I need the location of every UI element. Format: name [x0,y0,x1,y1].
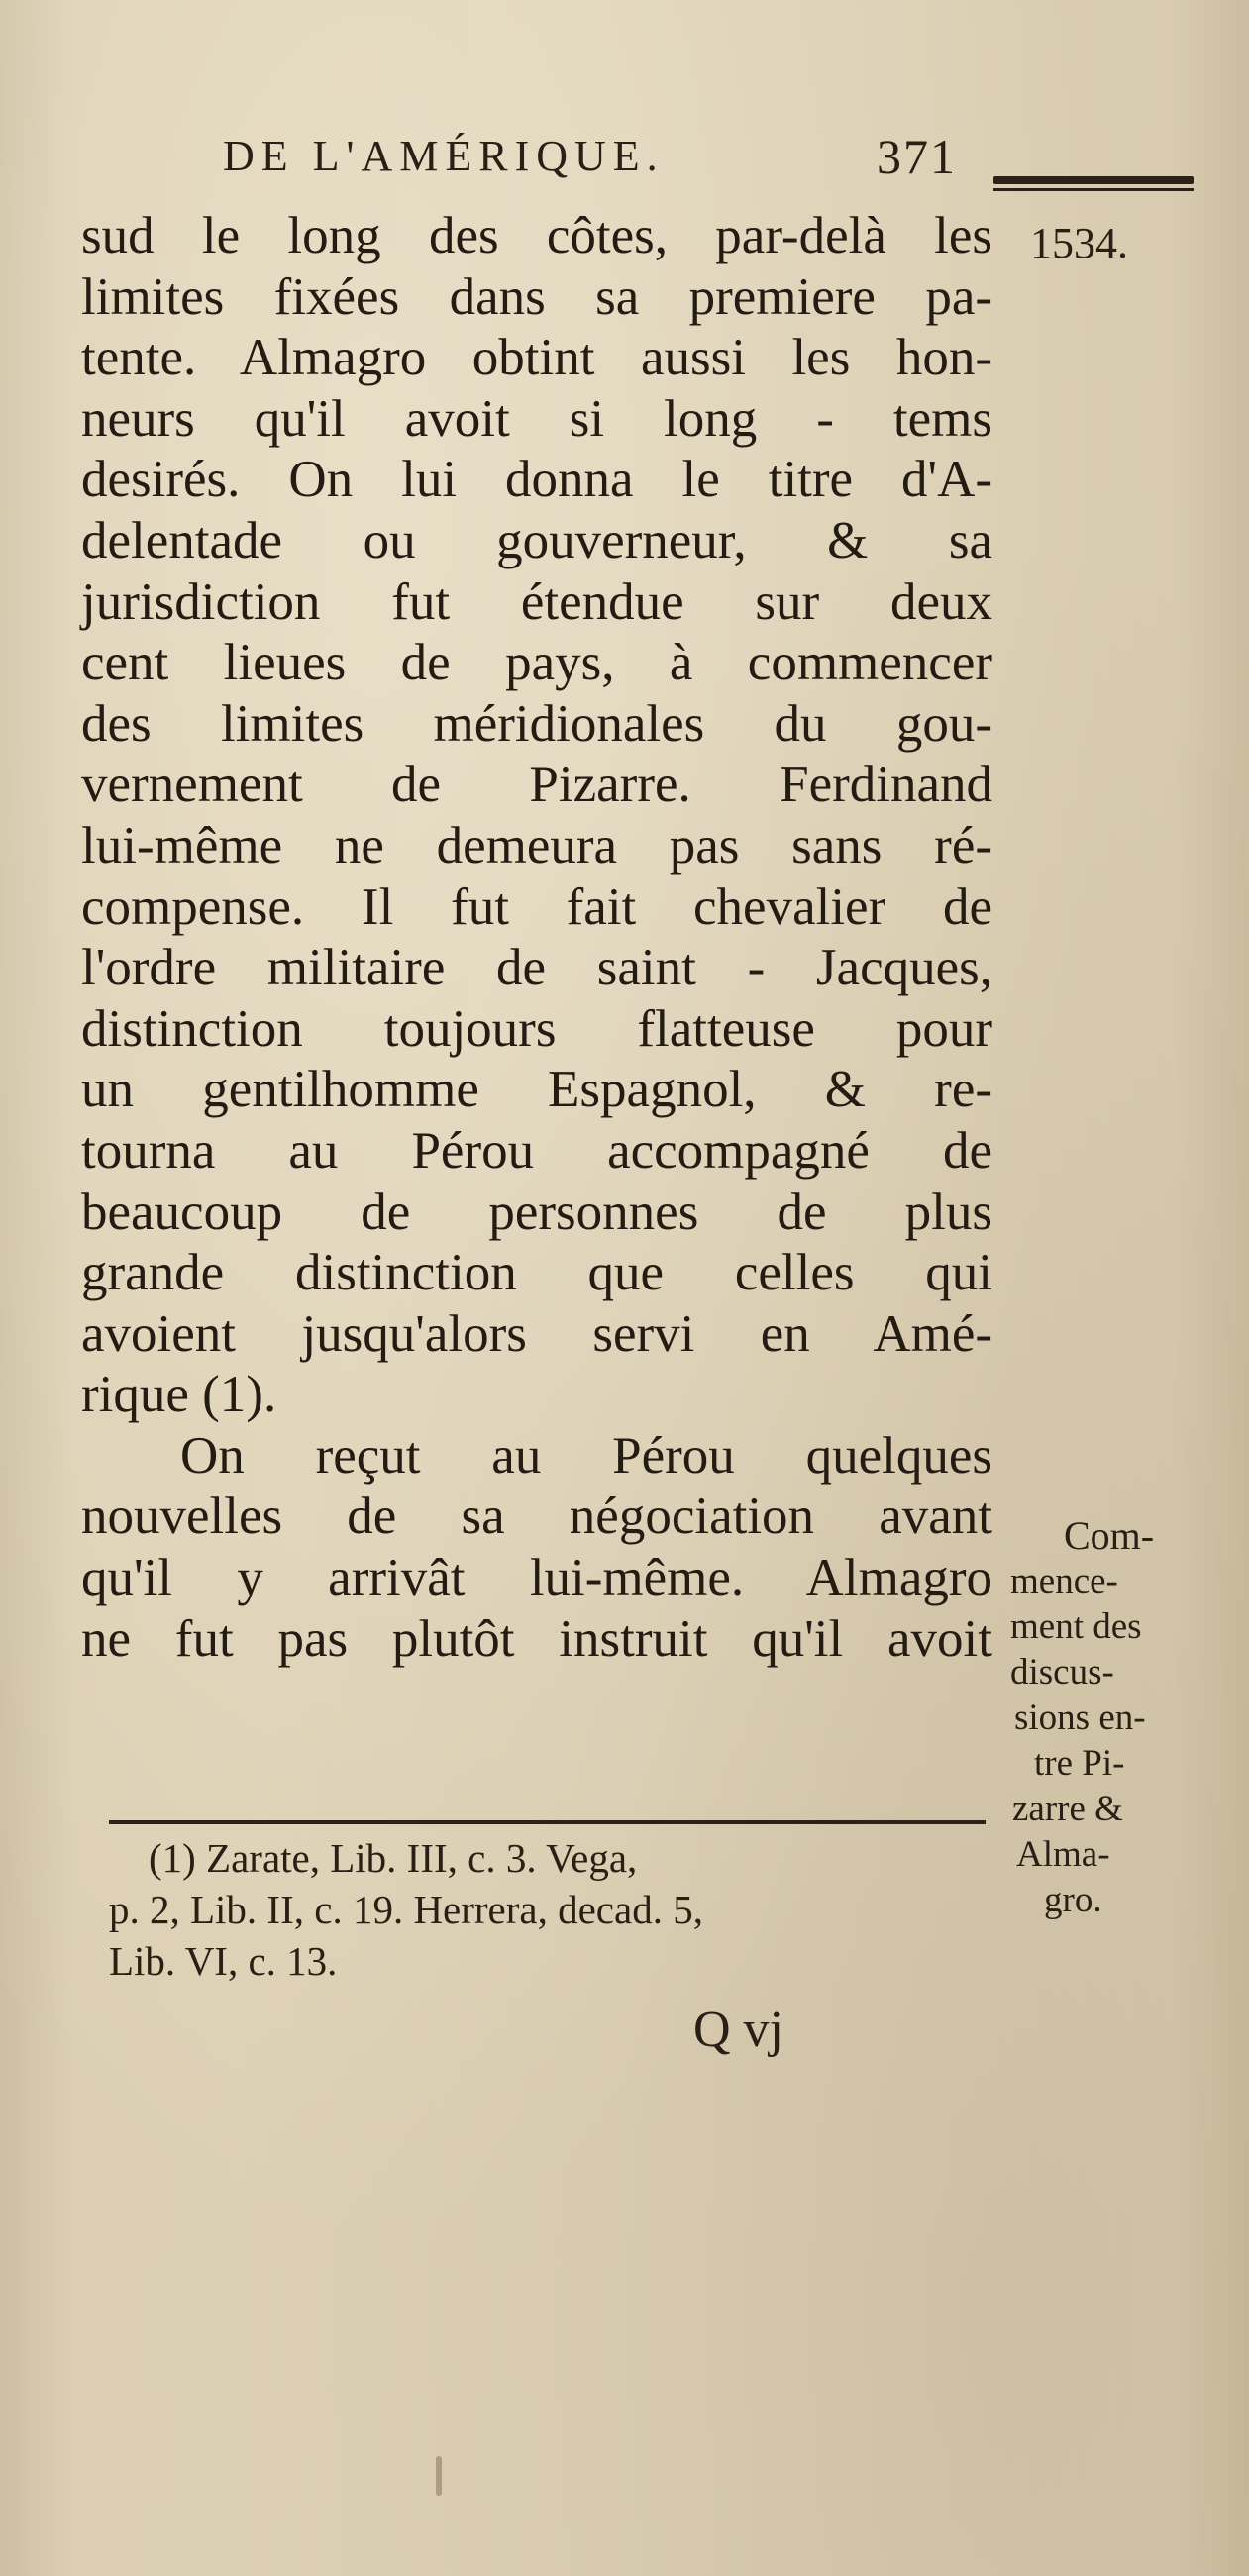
body-line: lui-même ne demeura pas sans ré- [81,816,992,875]
body-line: qu'il y arrivât lui-même. Almagro [81,1549,992,1607]
margin-note-line: sions en- [1014,1698,1146,1738]
margin-note-line: zarre & [1012,1789,1123,1829]
margin-note-line: mence- [1010,1561,1118,1601]
body-line: compense. Il fut fait chevalier de [81,877,992,936]
margin-note-line: Com- [1064,1513,1155,1558]
body-line: avoient jusqu'alors servi en Amé- [81,1304,992,1363]
body-line: desirés. On lui donna le titre d'A- [81,451,992,509]
margin-note-line: tre Pi- [1034,1743,1125,1784]
body-line: tente. Almagro obtint aussi les hon- [81,329,992,387]
body-line: grande distinction que celles qui [81,1244,992,1302]
footnote-line: Lib. VI, c. 13. [109,1938,338,1984]
margin-year: 1534. [1030,219,1128,267]
footnote-line: p. 2, Lib. II, c. 19. Herrera, decad. 5, [109,1887,703,1932]
body-line: des limites méridionales du gou- [81,694,992,753]
body-line: distinction toujours flatteuse pour [81,999,992,1058]
head-rule-thin [993,188,1194,191]
body-line: un gentilhomme Espagnol, & re- [81,1061,992,1119]
running-head-title: DE L'AMÉRIQUE. [223,132,665,180]
body-line: vernement de Pizarre. Ferdinand [81,756,992,814]
margin-note [1002,1513,1230,1923]
margin-note-line: gro. [1044,1880,1102,1920]
body-line: l'ordre militaire de saint - Jacques, [81,939,992,997]
body-line: delentade ou gouverneur, & sa [81,511,992,569]
running-head [223,127,986,186]
body-line: sud le long des côtes, par-delà les [81,207,992,264]
margin-note-line: discus- [1010,1652,1114,1693]
body-line: jurisdiction fut étendue sur deux [81,572,992,631]
footnotes [109,1832,1000,1987]
body-line-paragraph-start: On reçut au Pérou quelques [180,1426,992,1485]
body-line: neurs qu'il avoit si long - tems [81,389,992,448]
footnote-line: (1) Zarate, Lib. III, c. 3. Vega, [149,1835,638,1881]
body-line: nouvelles de sa négociation avant [81,1488,992,1546]
page-number: 371 [877,129,957,184]
footnote-rule [109,1820,986,1824]
margin-note-line: ment des [1010,1606,1142,1647]
ink-mark [436,2456,442,2496]
body-line: cent lieues de pays, à commencer [81,634,992,692]
body-line: tourna au Pérou accompagné de [81,1121,992,1180]
body-line: beaucoup de personnes de plus [81,1183,992,1241]
body-line: limites fixées dans sa premiere pa- [81,267,992,326]
body-line: ne fut pas plutôt instruit qu'il avoit [81,1609,992,1668]
signature-mark: Q vj [693,2002,783,2058]
body-line: rique (1). [81,1366,277,1424]
head-rule [993,176,1194,184]
body-text [81,206,992,1670]
margin-note-line: Alma- [1016,1834,1110,1875]
